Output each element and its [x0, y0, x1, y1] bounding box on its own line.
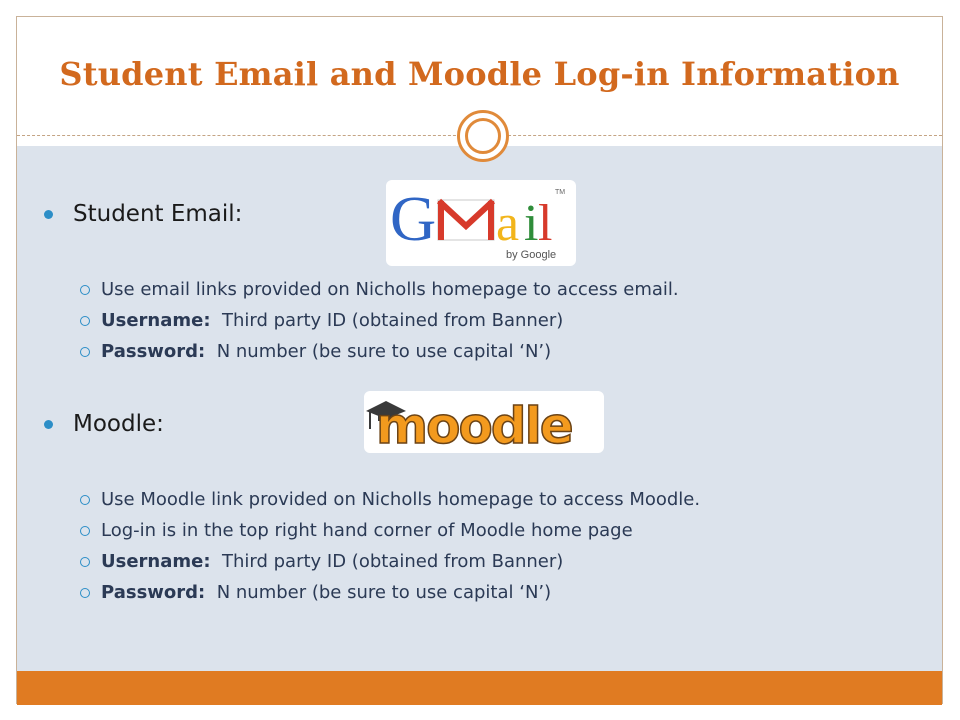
- item-text: Use email links provided on Nicholls homepage to access email.: [101, 279, 679, 300]
- item-text: Log-in is in the top right hand corner of Moodle home page: [101, 520, 633, 541]
- slide-frame: [16, 16, 943, 704]
- gmail-letter-l: l: [538, 195, 553, 252]
- gmail-tm: TM: [555, 189, 566, 196]
- ring-bullet-icon: [80, 347, 90, 357]
- item-text: Third party ID (obtained from Banner): [210, 310, 564, 331]
- email-sub-list: [80, 274, 679, 367]
- envelope-icon: [438, 200, 494, 240]
- list-item: [80, 305, 679, 336]
- moodle-logo-icon: [364, 391, 604, 453]
- gmail-letter-i: i: [524, 195, 539, 252]
- item-label: Password:: [101, 341, 206, 362]
- ring-bullet-icon: [80, 495, 90, 505]
- item-text: N number (be sure to use capital ‘N’): [205, 341, 552, 362]
- list-item: [80, 274, 679, 305]
- ring-bullet-icon: [80, 316, 90, 326]
- section-heading: Moodle:: [73, 411, 164, 437]
- gmail-logo-icon: [386, 180, 576, 266]
- list-item: [80, 577, 700, 608]
- list-item: [80, 336, 679, 367]
- item-label: Username:: [101, 310, 211, 331]
- bullet-dot-icon: [44, 420, 53, 429]
- list-item: [80, 484, 700, 515]
- bullet-dot-icon: [44, 210, 53, 219]
- item-text: N number (be sure to use capital ‘N’): [205, 582, 552, 603]
- item-label: Username:: [101, 551, 211, 572]
- ring-bullet-icon: [80, 526, 90, 536]
- circle-ornament-icon: [457, 110, 509, 162]
- moodle-logo: [364, 391, 604, 453]
- list-item: [80, 546, 700, 577]
- moodle-sub-list: [80, 484, 700, 608]
- inner-ring: [465, 118, 501, 154]
- moodle-wordmark: moodle: [376, 397, 572, 453]
- ring-bullet-icon: [80, 285, 90, 295]
- gmail-logo: [386, 180, 576, 266]
- ring-bullet-icon: [80, 557, 90, 567]
- gmail-letter-g: G: [390, 183, 437, 254]
- item-label: Password:: [101, 582, 206, 603]
- item-text: Use Moodle link provided on Nicholls homepage to access Moodle.: [101, 489, 701, 510]
- slide-title: Student Email and Moodle Log-in Information: [59, 55, 900, 93]
- gmail-letter-a: a: [496, 195, 520, 252]
- ring-bullet-icon: [80, 588, 90, 598]
- footer-bar: [17, 671, 942, 705]
- item-text: Third party ID (obtained from Banner): [210, 551, 564, 572]
- list-item: [80, 515, 700, 546]
- section-heading: Student Email:: [73, 201, 243, 227]
- gmail-byline: by Google: [506, 249, 557, 261]
